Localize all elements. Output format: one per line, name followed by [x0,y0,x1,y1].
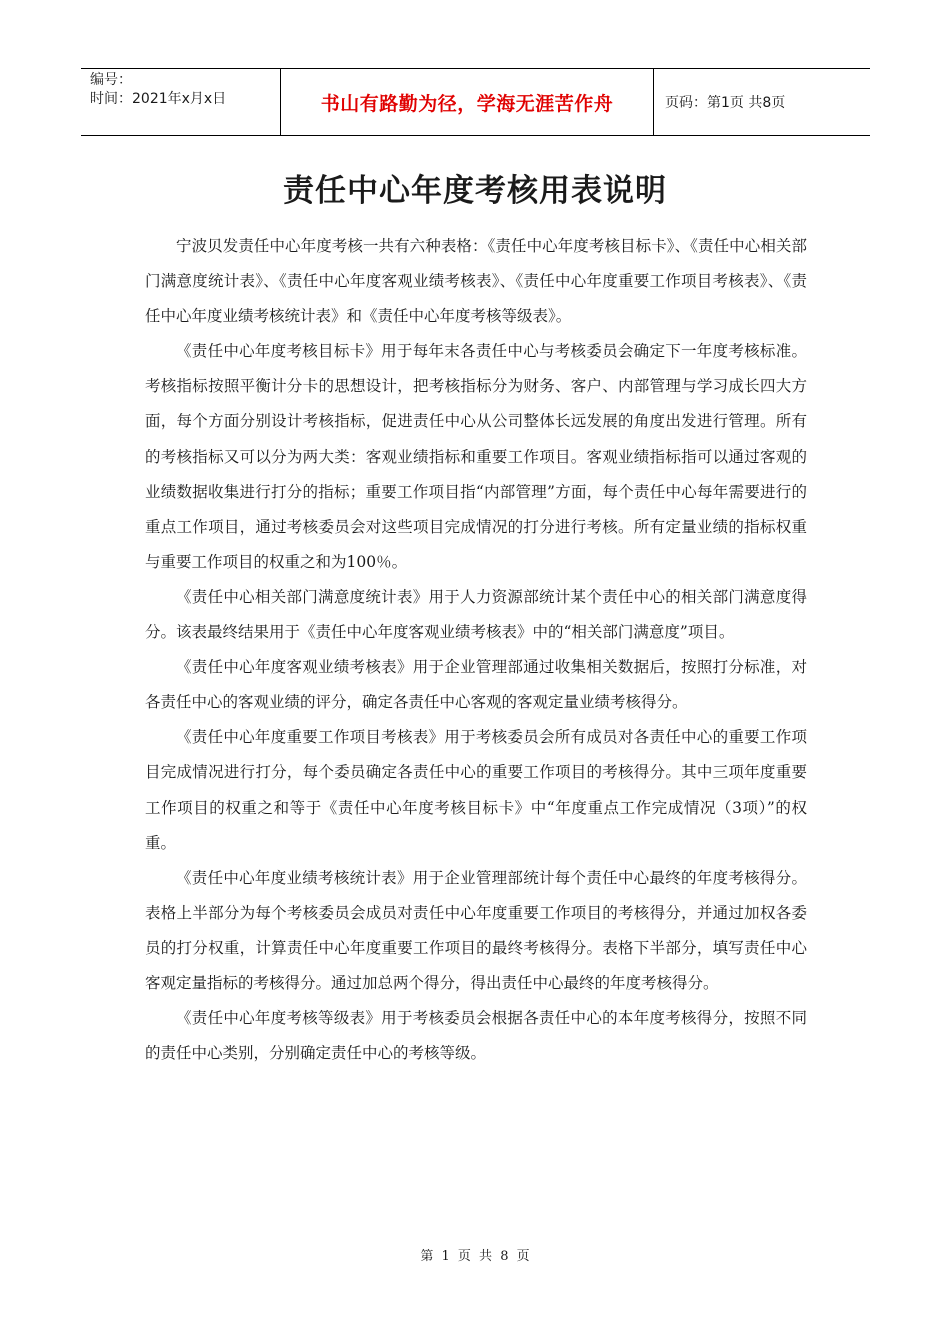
paragraph: 《责任中心年度业绩考核统计表》用于企业管理部统计每个责任中心最终的年度考核得分。表格上半部分为每个考核委员会成员对责任中心年度重要工作项目的考核得分，并通过加权各委员的打分权重，计算责任中心年度重要工作项目的最终考核得分。表格下半部分，填写责任中心客观定量指标的考核得分。通过加总两个得分，得出责任中心最终的年度考核得分。 [145,868,807,992]
date-label: 时间：2021年x月x日 [90,91,227,107]
paragraph: 《责任中心年度考核等级表》用于考核委员会根据各责任中心的本年度考核得分，按照不同的责任中心类别，分别确定责任中心的考核等级。 [145,1009,807,1063]
header-meta-cell [81,69,281,135]
header-motto: 书山有路勤为径，学海无涯苦作舟 [281,69,654,135]
document-title: 责任中心年度考核用表说明 [283,173,667,209]
page-footer: 第 1 页 共 8 页 [420,1249,530,1264]
document-body [145,229,807,1071]
paragraph: 《责任中心年度客观业绩考核表》用于企业管理部通过收集相关数据后，按照打分标准，对各责任中心的客观业绩的评分，确定各责任中心客观的客观定量业绩考核得分。 [145,658,807,712]
paragraph: 《责任中心年度重要工作项目考核表》用于考核委员会所有成员对各责任中心的重要工作项目完成情况进行打分，每个委员确定各责任中心的重要工作项目的考核得分。其中三项年度重要工作项目的权重之和等于《责任中心年度考核目标卡》中“年度重点工作完成情况（3项）”的权重。 [145,728,807,852]
header-page-info: 页码：第1页 共8页 [665,95,786,111]
paragraph: 宁波贝发责任中心年度考核一共有六种表格：《责任中心年度考核目标卡》、《责任中心相关部门满意度统计表》、《责任中心年度客观业绩考核表》、《责任中心年度重要工作项目考核表》、《责任中心年度业绩考核统计表》和《责任中心年度考核等级表》。 [145,237,807,326]
number-label: 编号： [90,72,132,88]
page-header [81,68,870,136]
paragraph: 《责任中心相关部门满意度统计表》用于人力资源部统计某个责任中心的相关部门满意度得分。该表最终结果用于《责任中心年度客观业绩考核表》中的“相关部门满意度”项目。 [145,587,807,642]
paragraph: 《责任中心年度考核目标卡》用于每年末各责任中心与考核委员会确定下一年度考核标准。考核指标按照平衡计分卡的思想设计，把考核指标分为财务、客户、内部管理与学习成长四大方面，每个方面分别设计考核指标，促进责任中心从公司整体长远发展的角度出发进行管理。所有的考核指标又可以分为两大类：客观业绩指标和重要工作项目。客观业绩指标指可以通过客观的业绩数据收集进行打分的指标；重要工作项目指“内部管理”方面，每个责任中心每年需要进行的重点工作项目，通过考核委员会对这些项目完成情况的打分进行考核。所有定量业绩的指标权重与重要工作项目的权重之和为100％。 [145,342,807,571]
